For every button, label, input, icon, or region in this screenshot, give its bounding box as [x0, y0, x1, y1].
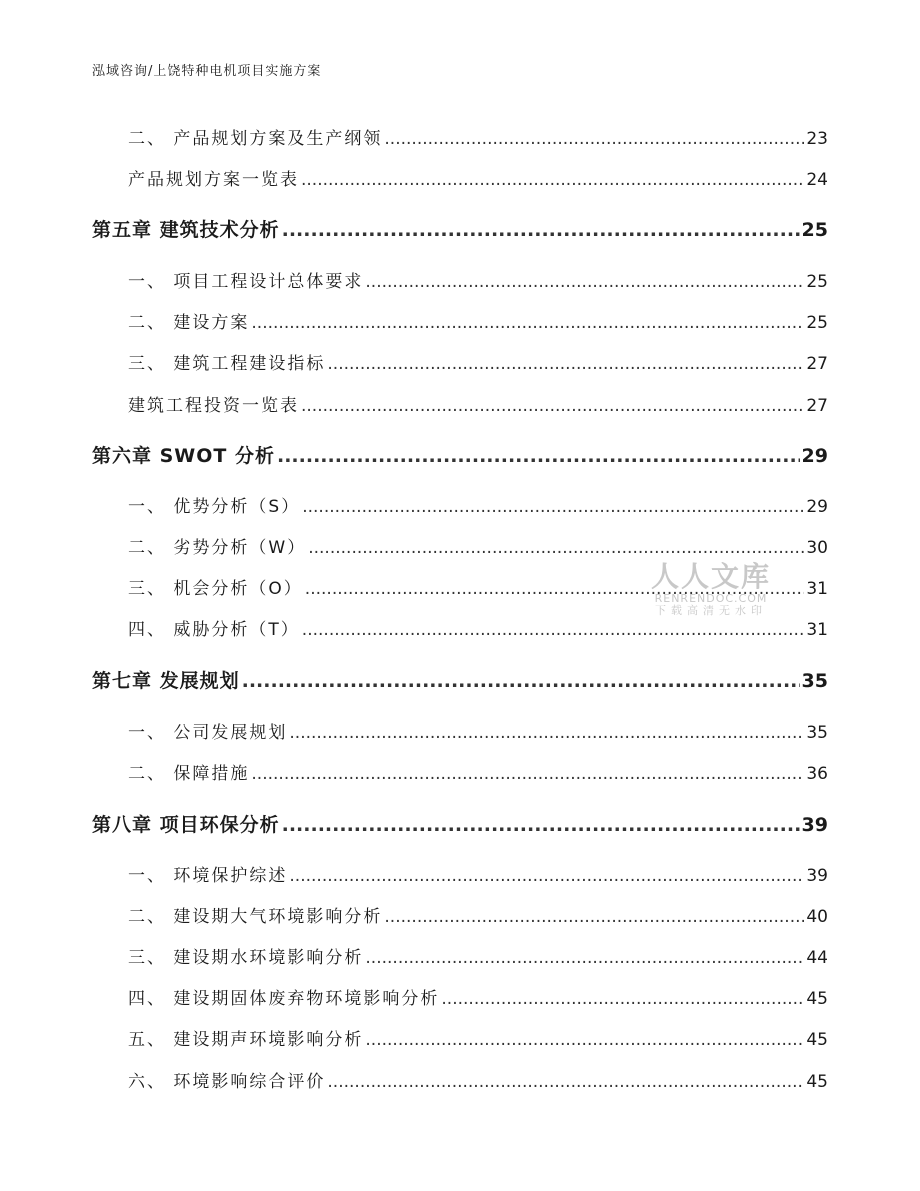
toc-page-number: 39 [801, 814, 828, 836]
toc-page-number: 25 [806, 313, 828, 333]
toc-leader [365, 272, 804, 292]
toc-leader [289, 723, 804, 743]
toc-page-number: 29 [806, 497, 828, 517]
toc-leader [441, 989, 804, 1009]
toc-page-number: 30 [806, 538, 828, 558]
watermark [646, 562, 776, 617]
toc-entry-label: 建筑工程投资一览表 [128, 396, 299, 416]
watermark-domain: RENRENDOC.COM [654, 591, 768, 605]
toc-entry-label: 二、 劣势分析（W） [128, 538, 307, 558]
toc-page-number: 24 [806, 170, 828, 190]
toc-page-number: 31 [806, 620, 828, 640]
toc-entry-label: 产品规划方案一览表 [128, 170, 299, 190]
toc-leader [384, 129, 804, 149]
toc-chapter-label: 第五章 建筑技术分析 [92, 219, 280, 241]
toc-page-number: 25 [806, 272, 828, 292]
toc-leader [327, 1072, 804, 1092]
toc-entry[interactable] [128, 308, 828, 333]
toc-chapter-entry[interactable] [92, 215, 828, 242]
toc-entry-label: 四、 威胁分析（T） [128, 620, 300, 640]
toc-entry-label: 一、 环境保护综述 [128, 866, 288, 886]
toc-entry-label: 六、 环境影响综合评价 [128, 1072, 326, 1092]
toc-chapter-entry[interactable] [92, 810, 828, 837]
toc-leader [302, 497, 804, 517]
toc-leader [282, 219, 800, 241]
toc-entry[interactable] [128, 533, 828, 558]
toc-page-number: 27 [806, 396, 828, 416]
toc-entry-label: 一、 公司发展规划 [128, 723, 288, 743]
toc-page-number: 35 [801, 670, 828, 692]
watermark-slogan: 下载高清无水印 [655, 603, 767, 617]
toc-leader [251, 313, 804, 333]
toc-page-number: 35 [806, 723, 828, 743]
toc-page-number: 45 [806, 1030, 828, 1050]
toc-leader [301, 170, 804, 190]
toc-leader [301, 396, 804, 416]
toc-leader [251, 764, 804, 784]
toc-entry[interactable] [128, 267, 828, 292]
toc-page-number: 40 [806, 907, 828, 927]
toc-entry[interactable] [128, 124, 828, 149]
toc-entry[interactable] [128, 861, 828, 886]
toc-entry[interactable] [128, 492, 828, 517]
toc-entry-label: 三、 建设期水环境影响分析 [128, 948, 364, 968]
toc-leader [277, 445, 800, 467]
toc-entry-label: 一、 优势分析（S） [128, 497, 301, 517]
toc-page-number: 45 [806, 989, 828, 1009]
toc-leader [289, 866, 804, 886]
toc-leader [384, 907, 804, 927]
toc-page-number: 25 [801, 219, 828, 241]
toc-chapter-label: 第六章 SWOT 分析 [92, 445, 275, 467]
toc-entry-label: 五、 建设期声环境影响分析 [128, 1030, 364, 1050]
toc-page-number: 39 [806, 866, 828, 886]
toc-chapter-label: 第八章 项目环保分析 [92, 814, 280, 836]
toc-entry-label: 二、 保障措施 [128, 764, 250, 784]
toc-entry[interactable] [128, 718, 828, 743]
toc-leader [282, 814, 800, 836]
toc-entry[interactable] [128, 391, 828, 416]
toc-page-number: 44 [806, 948, 828, 968]
toc-entry[interactable] [128, 984, 828, 1009]
toc-leader [365, 1030, 804, 1050]
toc-page-number: 31 [806, 579, 828, 599]
toc-page-number: 45 [806, 1072, 828, 1092]
toc-chapter-entry[interactable] [92, 666, 828, 693]
toc-entry-label: 三、 机会分析（O） [128, 579, 303, 599]
toc-leader [365, 948, 804, 968]
toc-chapter-label: 第七章 发展规划 [92, 670, 240, 692]
toc-leader [302, 620, 805, 640]
page-header: 泓域咨询/上饶特种电机项目实施方案 [92, 64, 322, 79]
toc-page-number: 23 [806, 129, 828, 149]
toc-entry[interactable] [128, 165, 828, 190]
toc-leader [327, 354, 804, 374]
toc-entry-label: 一、 项目工程设计总体要求 [128, 272, 364, 292]
toc-entry-label: 二、 建设期大气环境影响分析 [128, 907, 383, 927]
toc-entry-label: 四、 建设期固体废弃物环境影响分析 [128, 989, 440, 1009]
toc-entry-label: 三、 建筑工程建设指标 [128, 354, 326, 374]
toc-entry-label: 二、 建设方案 [128, 313, 250, 333]
toc-entry[interactable] [128, 1025, 828, 1050]
toc-chapter-entry[interactable] [92, 441, 828, 468]
watermark-title: 人人文库 [650, 560, 771, 593]
toc-leader [308, 538, 804, 558]
toc-entry-label: 二、 产品规划方案及生产纲领 [128, 129, 383, 149]
toc-page-number: 29 [801, 445, 828, 467]
toc-entry[interactable] [128, 759, 828, 784]
toc-entry[interactable] [128, 615, 828, 640]
toc-page-number: 27 [806, 354, 828, 374]
toc-leader [242, 670, 800, 692]
toc-entry[interactable] [128, 943, 828, 968]
toc-entry[interactable] [128, 902, 828, 927]
toc-entry[interactable] [128, 1067, 828, 1092]
toc-page-number: 36 [806, 764, 828, 784]
toc-entry[interactable] [128, 349, 828, 374]
